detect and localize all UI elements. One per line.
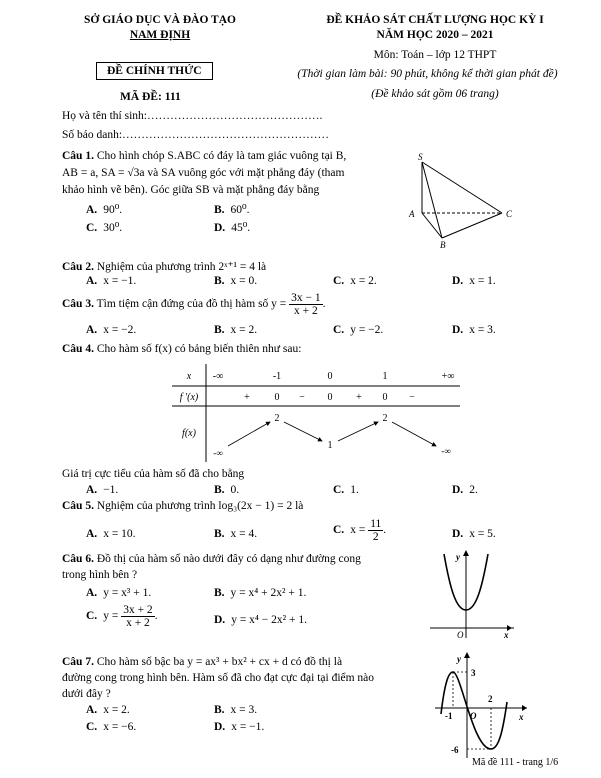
question-7-line3: dưới đây ? [62, 688, 111, 700]
tick-3: 3 [471, 668, 476, 678]
exam-title: ĐỀ KHẢO SÁT CHẤT LƯỢNG HỌC KỲ I [326, 14, 544, 26]
question-5: Câu 5. Nghiệm của phương trình log₃(2x − 1) = 2 là [62, 500, 304, 512]
vertex-b: B [440, 240, 446, 250]
question-text: Cho hình chóp S.ABC có đáy là tam giác vuông tại B, [96, 150, 347, 162]
exam-code: MÃ ĐỀ: 111 [120, 91, 181, 103]
x-value: -1 [272, 371, 282, 382]
question-1 [62, 150, 346, 162]
q1-answer-a[interactable]: A. 90⁰. [86, 204, 123, 216]
question-2: Câu 2. Nghiệm của phương trình 2ˣ⁺¹ = 4 là [62, 261, 267, 273]
q2-answer-d[interactable]: D. x = 1. [452, 275, 496, 287]
tick-minus-6: -6 [451, 745, 459, 755]
school-year: NĂM HỌC 2020 – 2021 [376, 29, 494, 41]
sign: − [299, 392, 305, 403]
sign: 0 [274, 392, 280, 403]
q3-answer-a[interactable]: A. x = −2. [86, 324, 137, 336]
f-value: 2 [274, 413, 280, 424]
question-4: Câu 4. Cho hàm số f(x) có bảng biến thiên như sau: [62, 343, 302, 355]
q2-answer-a[interactable]: A. x = −1. [86, 275, 137, 287]
question-label: Câu 1. [62, 150, 94, 162]
f-value: -∞ [441, 446, 451, 456]
sign: − [409, 392, 415, 403]
tick-minus-1: -1 [445, 711, 453, 721]
axis-x: x [519, 712, 524, 722]
time-line: (Thời gian làm bài: 90 phút, không kể thời gian phát đề) [297, 68, 558, 80]
x-value: 1 [382, 371, 388, 382]
f-value: 1 [327, 440, 333, 451]
official-badge: ĐỀ CHÍNH THỨC [96, 62, 213, 80]
row-fp-label: f '(x) [179, 392, 199, 403]
q3-answer-d[interactable]: D. x = 3. [452, 324, 496, 336]
department-name: SỞ GIÁO DỤC VÀ ĐÀO TẠO [84, 14, 236, 26]
x-value: 0 [327, 371, 333, 382]
question-7-line2: đường cong trong hình bên. Hàm số đã cho đạt cực đại tại điểm nào [62, 672, 375, 684]
q5-answer-b[interactable]: B. x = 4. [214, 528, 258, 540]
vertex-a: A [409, 209, 415, 219]
sign: 0 [327, 392, 333, 403]
q7-answer-d[interactable]: D. x = −1. [214, 721, 265, 733]
question-1-line2: AB = a, SA = √3a và SA vuông góc với mặt phẳng đáy (tham [62, 167, 345, 179]
province-name: NAM ĐỊNH [129, 29, 191, 41]
sign: 0 [382, 392, 388, 403]
q4-answer-a[interactable]: A. −1. [86, 484, 119, 496]
origin: O [470, 711, 477, 721]
question-7: Câu 7. Cho hàm số bậc ba y = ax³ + bx² + cx + d có đồ thị là [62, 656, 343, 668]
q5-answer-d[interactable]: D. x = 5. [452, 528, 496, 540]
f-value: 2 [382, 413, 388, 424]
q5-answer-a[interactable]: A. x = 10. [86, 528, 136, 540]
question-3: Câu 3. Tìm tiệm cận đứng của đồ thị hàm số y = $\frac{3x - 1}{x + 2}$ . [62, 292, 326, 317]
page-footer: Mã đề 111 - trang 1/6 [472, 757, 559, 768]
q7-answer-c[interactable]: C. x = −6. [86, 721, 137, 733]
cubic-graph [433, 650, 533, 760]
q6-answer-c[interactable]: C. y = $\frac{3x + 2}{x + 2}$ . [86, 604, 158, 629]
quartic-graph [428, 548, 518, 640]
sign: + [244, 392, 250, 403]
q3-answer-b[interactable]: B. x = 2. [214, 324, 258, 336]
vertex-s: S [418, 152, 423, 162]
origin: O [457, 630, 464, 640]
x-value: -∞ [212, 371, 224, 382]
q6-answer-d[interactable]: D. y = x⁴ − 2x² + 1. [214, 614, 307, 626]
row-x-label: x [186, 371, 192, 382]
tick-2: 2 [488, 694, 493, 704]
q2-answer-b[interactable]: B. x = 0. [214, 275, 258, 287]
question-6-line2: trong hình bên ? [62, 569, 138, 581]
x-value: +∞ [441, 371, 455, 382]
q1-answer-c[interactable]: C. 30⁰. [86, 222, 123, 234]
q3-answer-c[interactable]: C. y = −2. [333, 324, 384, 336]
q2-answer-c[interactable]: C. x = 2. [333, 275, 377, 287]
q6-answer-b[interactable]: B. y = x⁴ + 2x² + 1. [214, 587, 307, 599]
sign: + [356, 392, 362, 403]
q1-answer-d[interactable]: D. 45⁰. [214, 222, 251, 234]
vertex-c: C [506, 209, 513, 219]
question-6: Câu 6. Đồ thị của hàm số nào dưới đây có dạng như đường cong [62, 553, 361, 565]
q4-answer-c[interactable]: C. 1. [333, 484, 359, 496]
question-1-line3: khảo hình vẽ bên). Góc giữa SB và mặt phẳng đáy bằng [62, 184, 320, 196]
candidate-id-line: Số báo danh:……………………………………………… [62, 129, 330, 141]
pages-line: (Đề khảo sát gồm 06 trang) [371, 88, 499, 100]
q4-answer-b[interactable]: B. 0. [214, 484, 240, 496]
subject-line: Môn: Toán – lớp 12 THPT [373, 49, 497, 61]
row-f-label: f(x) [182, 428, 196, 439]
q3-fraction: $\frac{3x - 1}{x + 2}$ [291, 292, 321, 317]
q7-answer-a[interactable]: A. x = 2. [86, 704, 130, 716]
axis-y: y [457, 654, 461, 664]
variation-table [172, 364, 462, 464]
f-value: -∞ [213, 448, 223, 458]
candidate-name-line: Họ và tên thí sinh:………………………………………. [62, 110, 323, 122]
q6-answer-a[interactable]: A. y = x³ + 1. [86, 587, 152, 599]
pyramid-figure [400, 150, 525, 250]
question-4-tail: Giá trị cực tiểu của hàm số đã cho bằng [62, 468, 245, 480]
axis-y: y [456, 552, 460, 562]
q1-answer-b[interactable]: B. 60⁰. [214, 204, 250, 216]
q5-answer-c[interactable]: C. x = $\frac{11}{2}$ . [333, 518, 387, 543]
q4-answer-d[interactable]: D. 2. [452, 484, 478, 496]
q7-answer-b[interactable]: B. x = 3. [214, 704, 258, 716]
axis-x: x [504, 630, 509, 640]
